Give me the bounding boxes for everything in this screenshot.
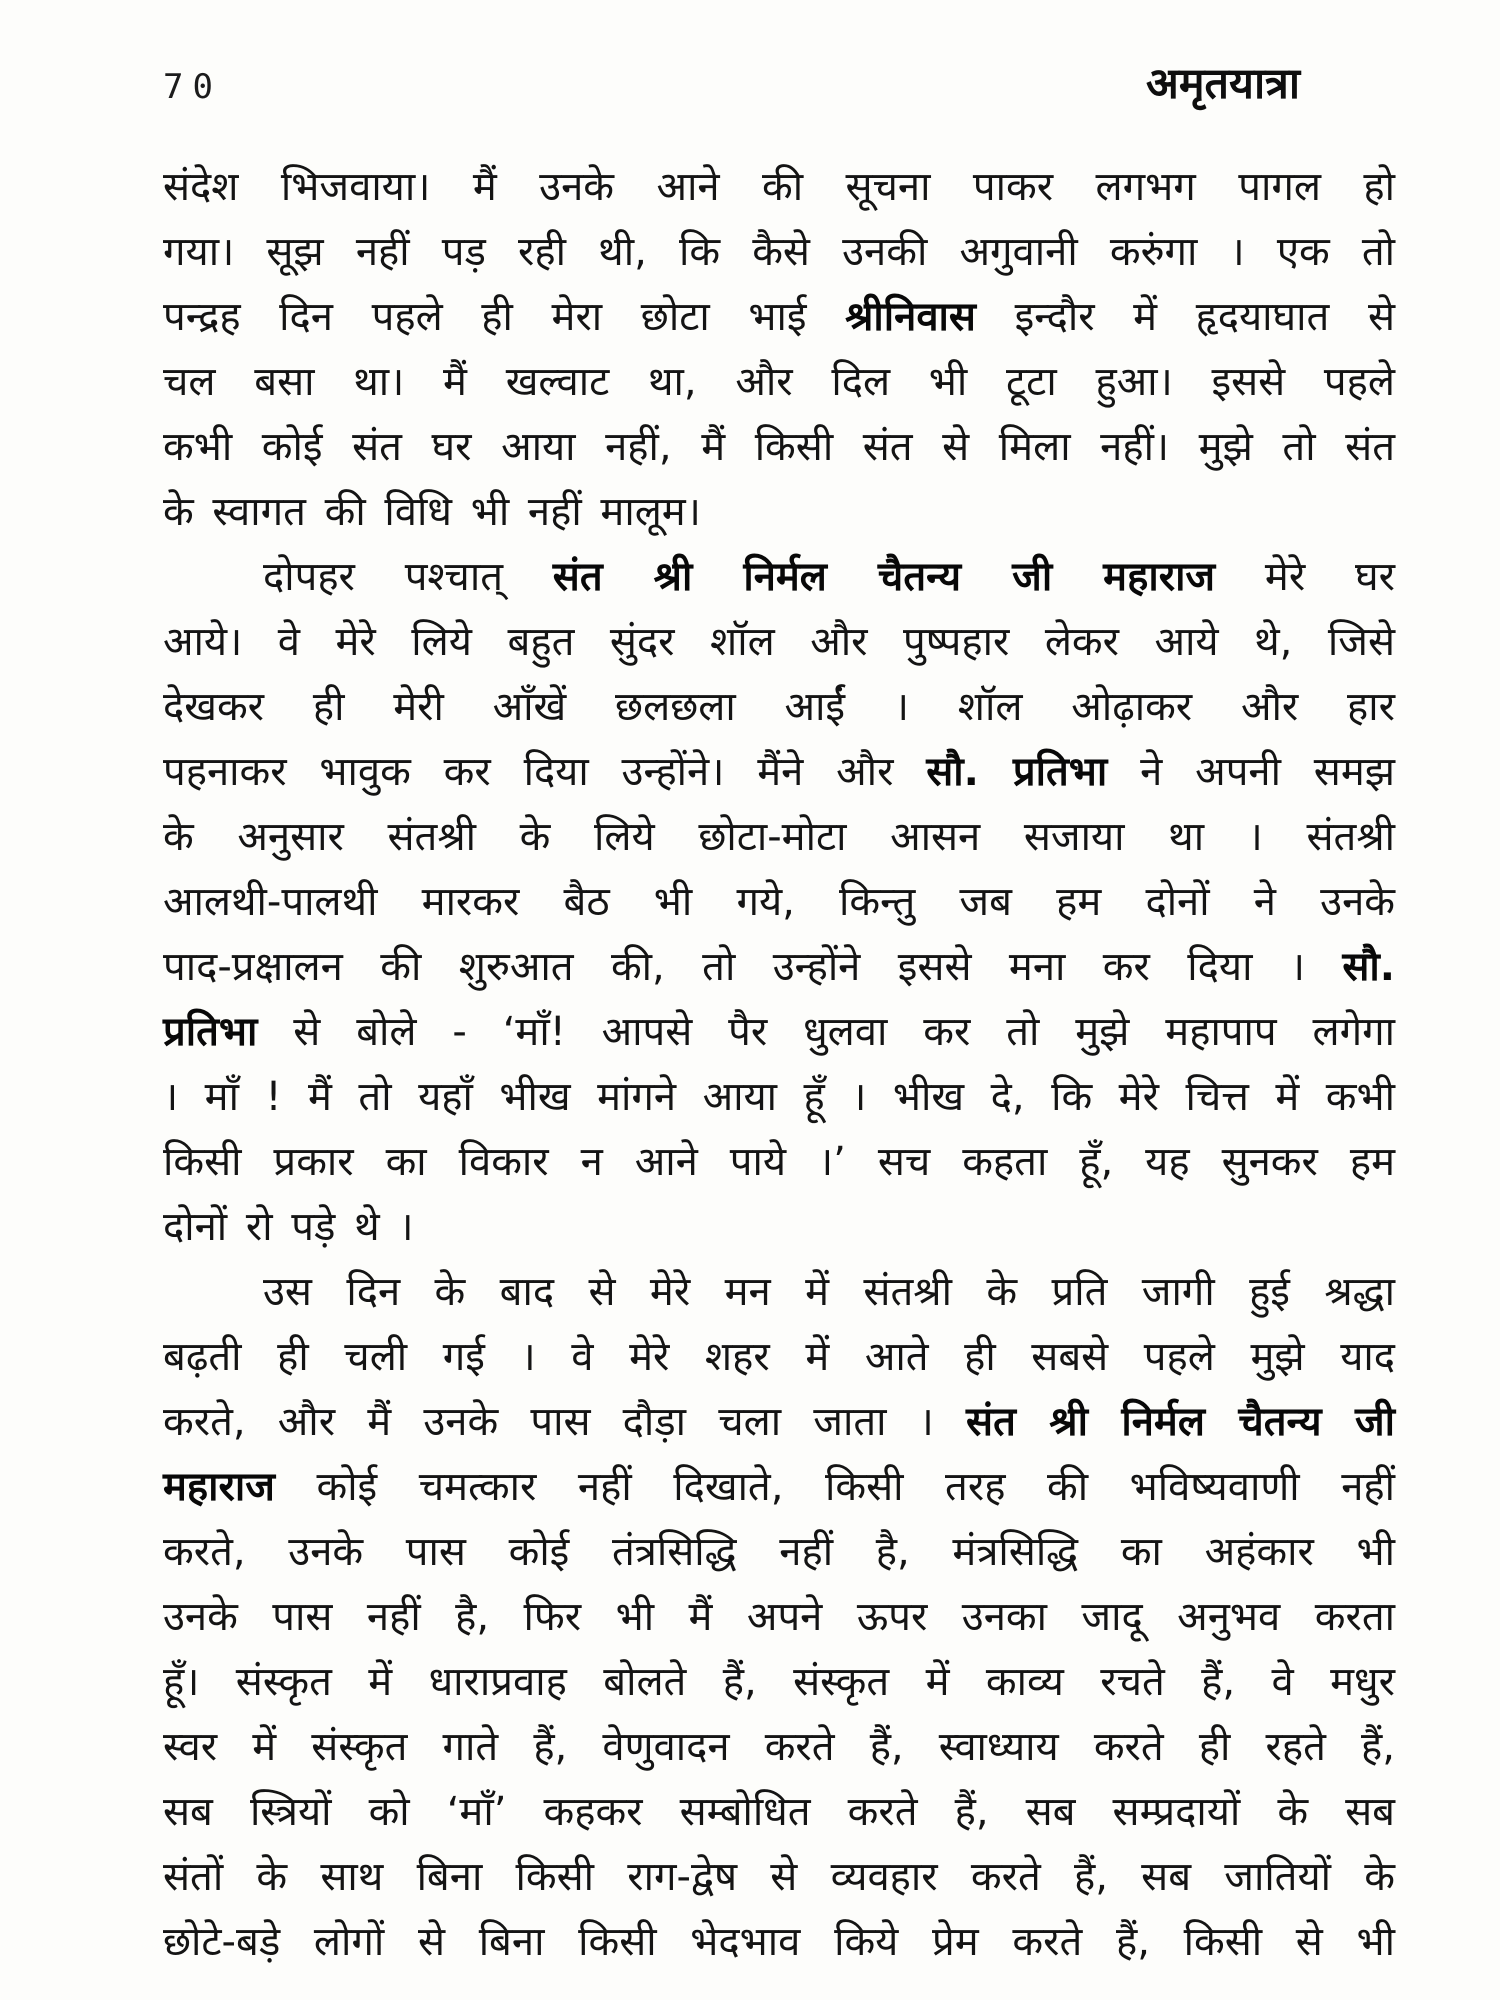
running-header-title: अमृतयात्रा <box>1145 59 1300 109</box>
text-line <box>163 1910 1395 1975</box>
text-line <box>163 155 1395 220</box>
text-segment: हूँ। संस्कृत में धाराप्रवाह बोलते हैं, संस्कृत में काव्य रचते हैं, वे मधुर <box>163 1659 1395 1705</box>
page-header <box>0 0 1500 111</box>
text-segment: चल बसा था। मैं खल्वाट था, और दिल भी टूटा हुआ। इससे पहले <box>163 359 1395 405</box>
text-line <box>163 935 1395 1000</box>
text-segment: कोई चमत्कार नहीं दिखाते, किसी तरह की भविष्यवाणी नहीं <box>274 1464 1395 1510</box>
bold-text: सौ. प्रतिभा <box>926 749 1108 795</box>
text-segment: देखकर ही मेरी आँखें छलछला आईं । शॉल ओढ़ाकर और हार <box>163 684 1395 730</box>
text-segment: के अनुसार संतश्री के लिये छोटा-मोटा आसन सजाया था । संतश्री <box>163 814 1395 860</box>
text-segment: आलथी-पालथी मारकर बैठ भी गये, किन्तु जब हम दोनों ने उनके <box>163 879 1395 925</box>
text-segment: आये। वे मेरे लिये बहुत सुंदर शॉल और पुष्पहार लेकर आये थे, जिसे <box>163 619 1395 665</box>
bold-text: संत श्री निर्मल चैतन्य जी महाराज <box>552 554 1216 600</box>
paragraph <box>163 1260 1395 1975</box>
text-line <box>163 805 1395 870</box>
text-segment: बढ़ती ही चली गई । वे मेरे शहर में आते ही सबसे पहले मुझे याद <box>163 1334 1395 1380</box>
text-segment: पन्द्रह दिन पहले ही मेरा छोटा भाई <box>163 294 846 340</box>
text-segment: स्वर में संस्कृत गाते हैं, वेणुवादन करते हैं, स्वाध्याय करते ही रहते हैं, <box>163 1724 1395 1770</box>
text-segment: करते, और मैं उनके पास दौड़ा चला जाता । <box>163 1399 967 1445</box>
text-line <box>163 285 1395 350</box>
text-segment: छोटे-बड़े लोगों से बिना किसी भेदभाव किये प्रेम करते हैं, किसी से भी <box>163 1919 1395 1965</box>
bold-text: संत श्री निर्मल चैतन्य जी <box>966 1399 1395 1445</box>
text-line <box>163 1325 1395 1390</box>
text-line <box>163 480 1395 545</box>
text-line <box>163 415 1395 480</box>
page-number: 70 <box>163 67 222 107</box>
text-segment: दोनों रो पड़े थे । <box>163 1204 414 1250</box>
paragraph <box>163 155 1395 545</box>
text-line <box>163 1715 1395 1780</box>
bold-text: प्रतिभा <box>163 1009 258 1055</box>
text-line <box>163 1130 1395 1195</box>
text-segment: कभी कोई संत घर आया नहीं, मैं किसी संत से मिला नहीं। मुझे तो संत <box>163 424 1395 470</box>
text-segment: मेरे घर <box>1215 554 1395 600</box>
text-segment: संतों के साथ बिना किसी राग-द्वेष से व्यवहार करते हैं, सब जातियों के <box>163 1854 1395 1900</box>
text-line <box>163 1390 1395 1455</box>
text-line <box>163 1000 1395 1065</box>
bold-text: श्रीनिवास <box>845 294 976 340</box>
text-line <box>163 545 1395 610</box>
text-line <box>163 1455 1395 1520</box>
text-segment: पाद-प्रक्षालन की शुरुआत की, तो उन्होंने इससे मना कर दिया । <box>163 944 1343 990</box>
text-line <box>163 675 1395 740</box>
text-line <box>163 1845 1395 1910</box>
text-segment: सब स्त्रियों को ‘माँ’ कहकर सम्बोधित करते हैं, सब सम्प्रदायों के सब <box>163 1789 1395 1835</box>
text-segment: ने अपनी समझ <box>1107 749 1395 795</box>
text-line <box>163 1585 1395 1650</box>
paragraph <box>163 545 1395 1260</box>
text-segment: गया। सूझ नहीं पड़ रही थी, कि कैसे उनकी अगुवानी करुंगा । एक तो <box>163 229 1395 275</box>
text-line <box>163 220 1395 285</box>
text-segment: उनके पास नहीं है, फिर भी मैं अपने ऊपर उनका जादू अनुभव करता <box>163 1594 1395 1640</box>
text-segment: । माँ ! मैं तो यहाँ भीख मांगने आया हूँ । भीख दे, कि मेरे चित्त में कभी <box>163 1074 1395 1120</box>
bold-text: सौ. <box>1342 944 1395 990</box>
document-body <box>0 111 1500 1975</box>
text-line <box>163 610 1395 675</box>
text-segment: इन्दौर में हृदयाघात से <box>975 294 1395 340</box>
text-line <box>163 1780 1395 1845</box>
text-segment: संदेश भिजवाया। मैं उनके आने की सूचना पाकर लगभग पागल हो <box>163 164 1395 210</box>
text-segment: करते, उनके पास कोई तंत्रसिद्धि नहीं है, मंत्रसिद्धि का अहंकार भी <box>163 1529 1395 1575</box>
text-line <box>163 1260 1395 1325</box>
text-line <box>163 350 1395 415</box>
text-line <box>163 870 1395 935</box>
text-segment: के स्वागत की विधि भी नहीं मालूम। <box>163 489 701 535</box>
text-segment: से बोले - ‘माँ! आपसे पैर धुलवा कर तो मुझे महापाप लगेगा <box>257 1009 1395 1055</box>
text-line <box>163 1065 1395 1130</box>
text-segment: दोपहर पश्चात् <box>263 554 553 600</box>
text-line <box>163 1650 1395 1715</box>
text-segment: पहनाकर भावुक कर दिया उन्होंने। मैंने और <box>163 749 927 795</box>
bold-text: महाराज <box>163 1464 275 1510</box>
text-segment: उस दिन के बाद से मेरे मन में संतश्री के प्रति जागी हुई श्रद्धा <box>263 1269 1395 1315</box>
text-segment: किसी प्रकार का विकार न आने पाये ।’ सच कहता हूँ, यह सुनकर हम <box>163 1139 1395 1185</box>
text-line <box>163 1520 1395 1585</box>
text-line <box>163 1195 1395 1260</box>
text-line <box>163 740 1395 805</box>
